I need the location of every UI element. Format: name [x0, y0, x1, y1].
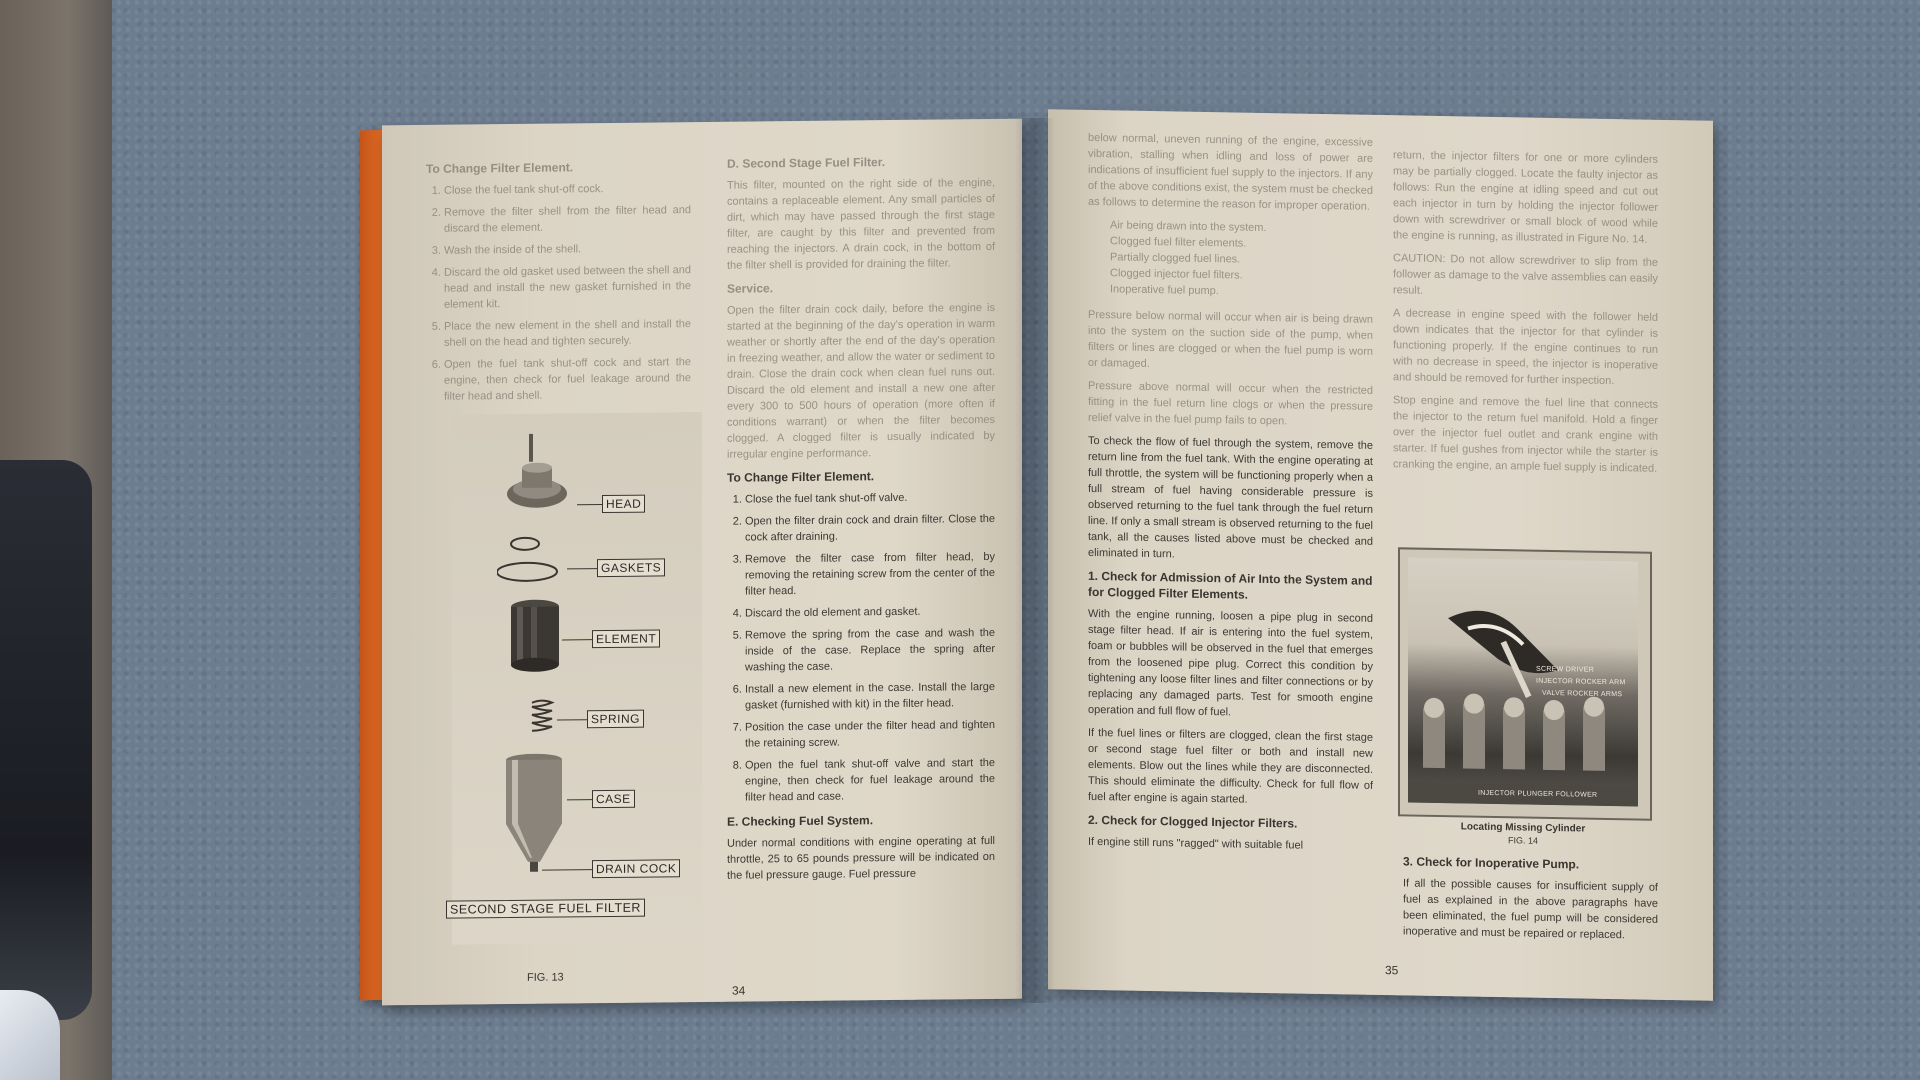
section-heading: E. Checking Fuel System.: [727, 813, 874, 829]
paragraph: If all the possible causes for insufficient supply of fuel as explained in the above paragraphs have been eliminated, the fuel pump will be considered inoperative and must be repaired or replaced.: [1403, 877, 1658, 942]
steps-list: [426, 180, 691, 405]
figure-title: SECOND STAGE FUEL FILTER: [446, 899, 645, 919]
cause-item: Clogged injector fuel filters.: [1110, 267, 1243, 282]
cause-item: Inoperative fuel pump.: [1110, 283, 1219, 298]
cause-item: Clogged fuel filter elements.: [1110, 235, 1247, 250]
spring-drawing: [527, 699, 557, 739]
photo-image: [1408, 557, 1638, 806]
steps-list: [727, 489, 995, 806]
left-col-1: [426, 152, 691, 413]
gaskets-label: GASKETS: [597, 558, 665, 577]
step: 5. Place the new element in the shell and install the shell on the head and tighten securely.: [444, 316, 691, 351]
spring-label: SPRING: [587, 710, 644, 729]
photo-caption: FIG. 14: [1507, 835, 1538, 846]
right-col-2: [1393, 147, 1658, 484]
paragraph: To check the flow of fuel through the system, remove the return line from the fuel tank. With the engine operating at full throttle, the system will be functioning properly when a full stream of fuel having considerable pressure is observed returning to the fuel tank through the fuel return line. If only a small stream is observed returning to the fuel tank, all the causes listed above must be checked and eliminated in turn.: [1088, 434, 1373, 561]
paragraph: Pressure above normal will occur when the restricted fitting in the fuel return line clogs or when the pressure relief valve in the fuel pump fails to open.: [1088, 379, 1373, 428]
book-gutter: [1015, 118, 1055, 1003]
step: 3. Wash the inside of the shell.: [444, 240, 691, 259]
cause-item: Partially clogged fuel lines.: [1110, 251, 1241, 266]
photo-label-screwdriver: SCREW DRIVER: [1536, 665, 1595, 674]
paragraph: A decrease in engine speed with the follower held down indicates that the injector for that cylinder is functioning properly. If the engine continues to run with no decrease in speed, the injector is inoperative and should be removed for further inspection.: [1393, 307, 1658, 388]
case-drawing: [502, 753, 572, 874]
caution-note: CAUTION: Do not allow screwdriver to slip from the follower as damage to the valve assemblies can easily result.: [1393, 252, 1658, 297]
right-col-1: [1088, 130, 1373, 862]
paragraph: return, the injector filters for one or more cylinders may be partially clogged. Locate the faulty injector as follows: Run the engine at idling speed and cut out each injector in turn by holding the injector follower down with screwdriver or small block of wood while the engine is running, as illustrated in Figure No. 14.: [1393, 149, 1658, 246]
section-heading: Service.: [727, 281, 774, 296]
section-heading: 1. Check for Admission of Air Into the System and for Clogged Filter Elements.: [1088, 568, 1373, 602]
step: 1. Close the fuel tank shut-off valve.: [745, 489, 995, 508]
right-page: [1048, 109, 1713, 1001]
element-drawing: [507, 598, 567, 679]
background-left-strip: [0, 0, 112, 1080]
gaskets-drawing: [497, 533, 577, 589]
paragraph: If engine still runs "ragged" with suitable fuel: [1088, 835, 1304, 852]
left-page: [382, 119, 1022, 1006]
paragraph: This filter, mounted on the right side of the engine, contains a replaceable element. Any small particles of dirt, which may have passed through the first stage filter, are caught by this filter and prevented from reaching the injectors. A drain cock, in the bottom of the filter shell is provided for draining the filter.: [727, 176, 995, 272]
paragraph: Under normal conditions with engine operating at full throttle, 25 to 65 pounds pressure will be indicated on the fuel pressure gauge. Fuel pressure: [727, 834, 995, 882]
figure-caption: FIG. 13: [527, 971, 564, 984]
right-col-2-bottom: [1403, 847, 1658, 950]
photo-label-plunger: INJECTOR PLUNGER FOLLOWER: [1478, 789, 1598, 799]
section-heading: D. Second Stage Fuel Filter.: [727, 155, 886, 171]
step: 2. Open the filter drain cock and drain filter. Close the cock after draining.: [745, 511, 995, 546]
step: 5. Remove the spring from the case and wash the inside of the case. Replace the spring after washing the case.: [745, 625, 995, 676]
page-number: 35: [1385, 963, 1399, 978]
photo-label-valve-rocker: VALVE ROCKER ARMS: [1542, 689, 1623, 699]
booklet: [360, 110, 1715, 1005]
step: 1. Close the fuel tank shut-off cock.: [444, 180, 691, 199]
step: 4. Discard the old gasket used between the shell and head and install the new gasket furnished in the element kit.: [444, 262, 691, 313]
step: 7. Position the case under the filter head and tighten the retaining screw.: [745, 717, 995, 752]
head-label: HEAD: [602, 495, 645, 513]
causes-list: [1110, 217, 1373, 302]
step: 3. Remove the filter case from filter head, by removing the retaining screw from the center of the filter head.: [745, 549, 995, 600]
element-label: ELEMENT: [592, 629, 660, 648]
heading: To Change Filter Element.: [426, 160, 574, 176]
filter-head-drawing: [507, 433, 587, 524]
page-number: 34: [732, 983, 746, 998]
step: 6. Install a new element in the case. Install the large gasket (furnished with kit) in the filter head.: [745, 679, 995, 714]
paragraph: Stop engine and remove the fuel line that connects the injector to the return fuel manifold. Hold a finger over the injector fuel outlet and crank engine with starter. If fuel gushes from injector while the starter is cranking the engine, an ample fuel supply is indicated.: [1393, 394, 1658, 475]
paragraph: With the engine running, loosen a pipe plug in second stage filter head. If air is entering into the fuel system, foam or bubbles will be observed in the fuel that emerges from the loosened pipe plug. Correct this condition by tightening any loose filter lines and filter connections or by replacing any damaged parts. Test for smooth engine operation and full flow of fuel.: [1088, 607, 1373, 719]
cause-item: Air being drawn into the system.: [1110, 219, 1267, 235]
drain-cock-label: DRAIN COCK: [592, 859, 680, 878]
left-col-2: [727, 147, 995, 891]
case-label: CASE: [592, 790, 635, 808]
section-heading: 3. Check for Inoperative Pump.: [1403, 854, 1580, 872]
paragraph: If the fuel lines or filters are clogged, clean the first stage or second stage fuel filter or both and install new elements. Blow out the lines while they are disconnected. This should eliminate the difficulty. Check for full flow of fuel after engine is again started.: [1088, 726, 1373, 806]
step: 2. Remove the filter shell from the filter head and discard the element.: [444, 202, 691, 237]
step: 6. Open the fuel tank shut-off cock and start the engine, then check for fuel leakage around the filter head and shell.: [444, 354, 691, 405]
dark-object: [0, 460, 92, 1020]
engine-photo: [1398, 547, 1652, 820]
paragraph: Open the filter drain cock daily, before the engine is started at the beginning of the day's operation in warm weather or shortly after the end of the day's operation in freezing weather, and allow the water or sediment to drain. Close the drain cock when clean fuel runs out. Discard the old element and install a new one after every 300 to 500 hours of operation (more often if conditions warrant) or when the filter becomes clogged. A clogged filter is usually indicated by irregular engine performance.: [727, 301, 995, 461]
photo-title: Locating Missing Cylinder: [1460, 821, 1586, 835]
step: 8. Open the fuel tank shut-off valve and start the engine, then check for fuel leakage around the filter head and case.: [745, 755, 995, 806]
paragraph: below normal, uneven running of the engine, excessive vibration, stalling when idling and loss of power are indications of insufficient fuel supply to the injectors. If any of the above conditions exist, the system must be checked as follows to determine the reason for improper operation.: [1088, 131, 1373, 213]
step: 4. Discard the old element and gasket.: [745, 603, 995, 622]
section-heading: 2. Check for Clogged Injector Filters.: [1088, 812, 1298, 831]
section-heading: To Change Filter Element.: [727, 469, 875, 485]
filter-diagram: [452, 412, 702, 945]
photo-label-rocker-arm: INJECTOR ROCKER ARM: [1536, 677, 1626, 687]
paragraph: Pressure below normal will occur when air is being drawn into the system on the suction side of the pump, when filters or lines are clogged or when the fuel pump is worn or damaged.: [1088, 308, 1373, 370]
